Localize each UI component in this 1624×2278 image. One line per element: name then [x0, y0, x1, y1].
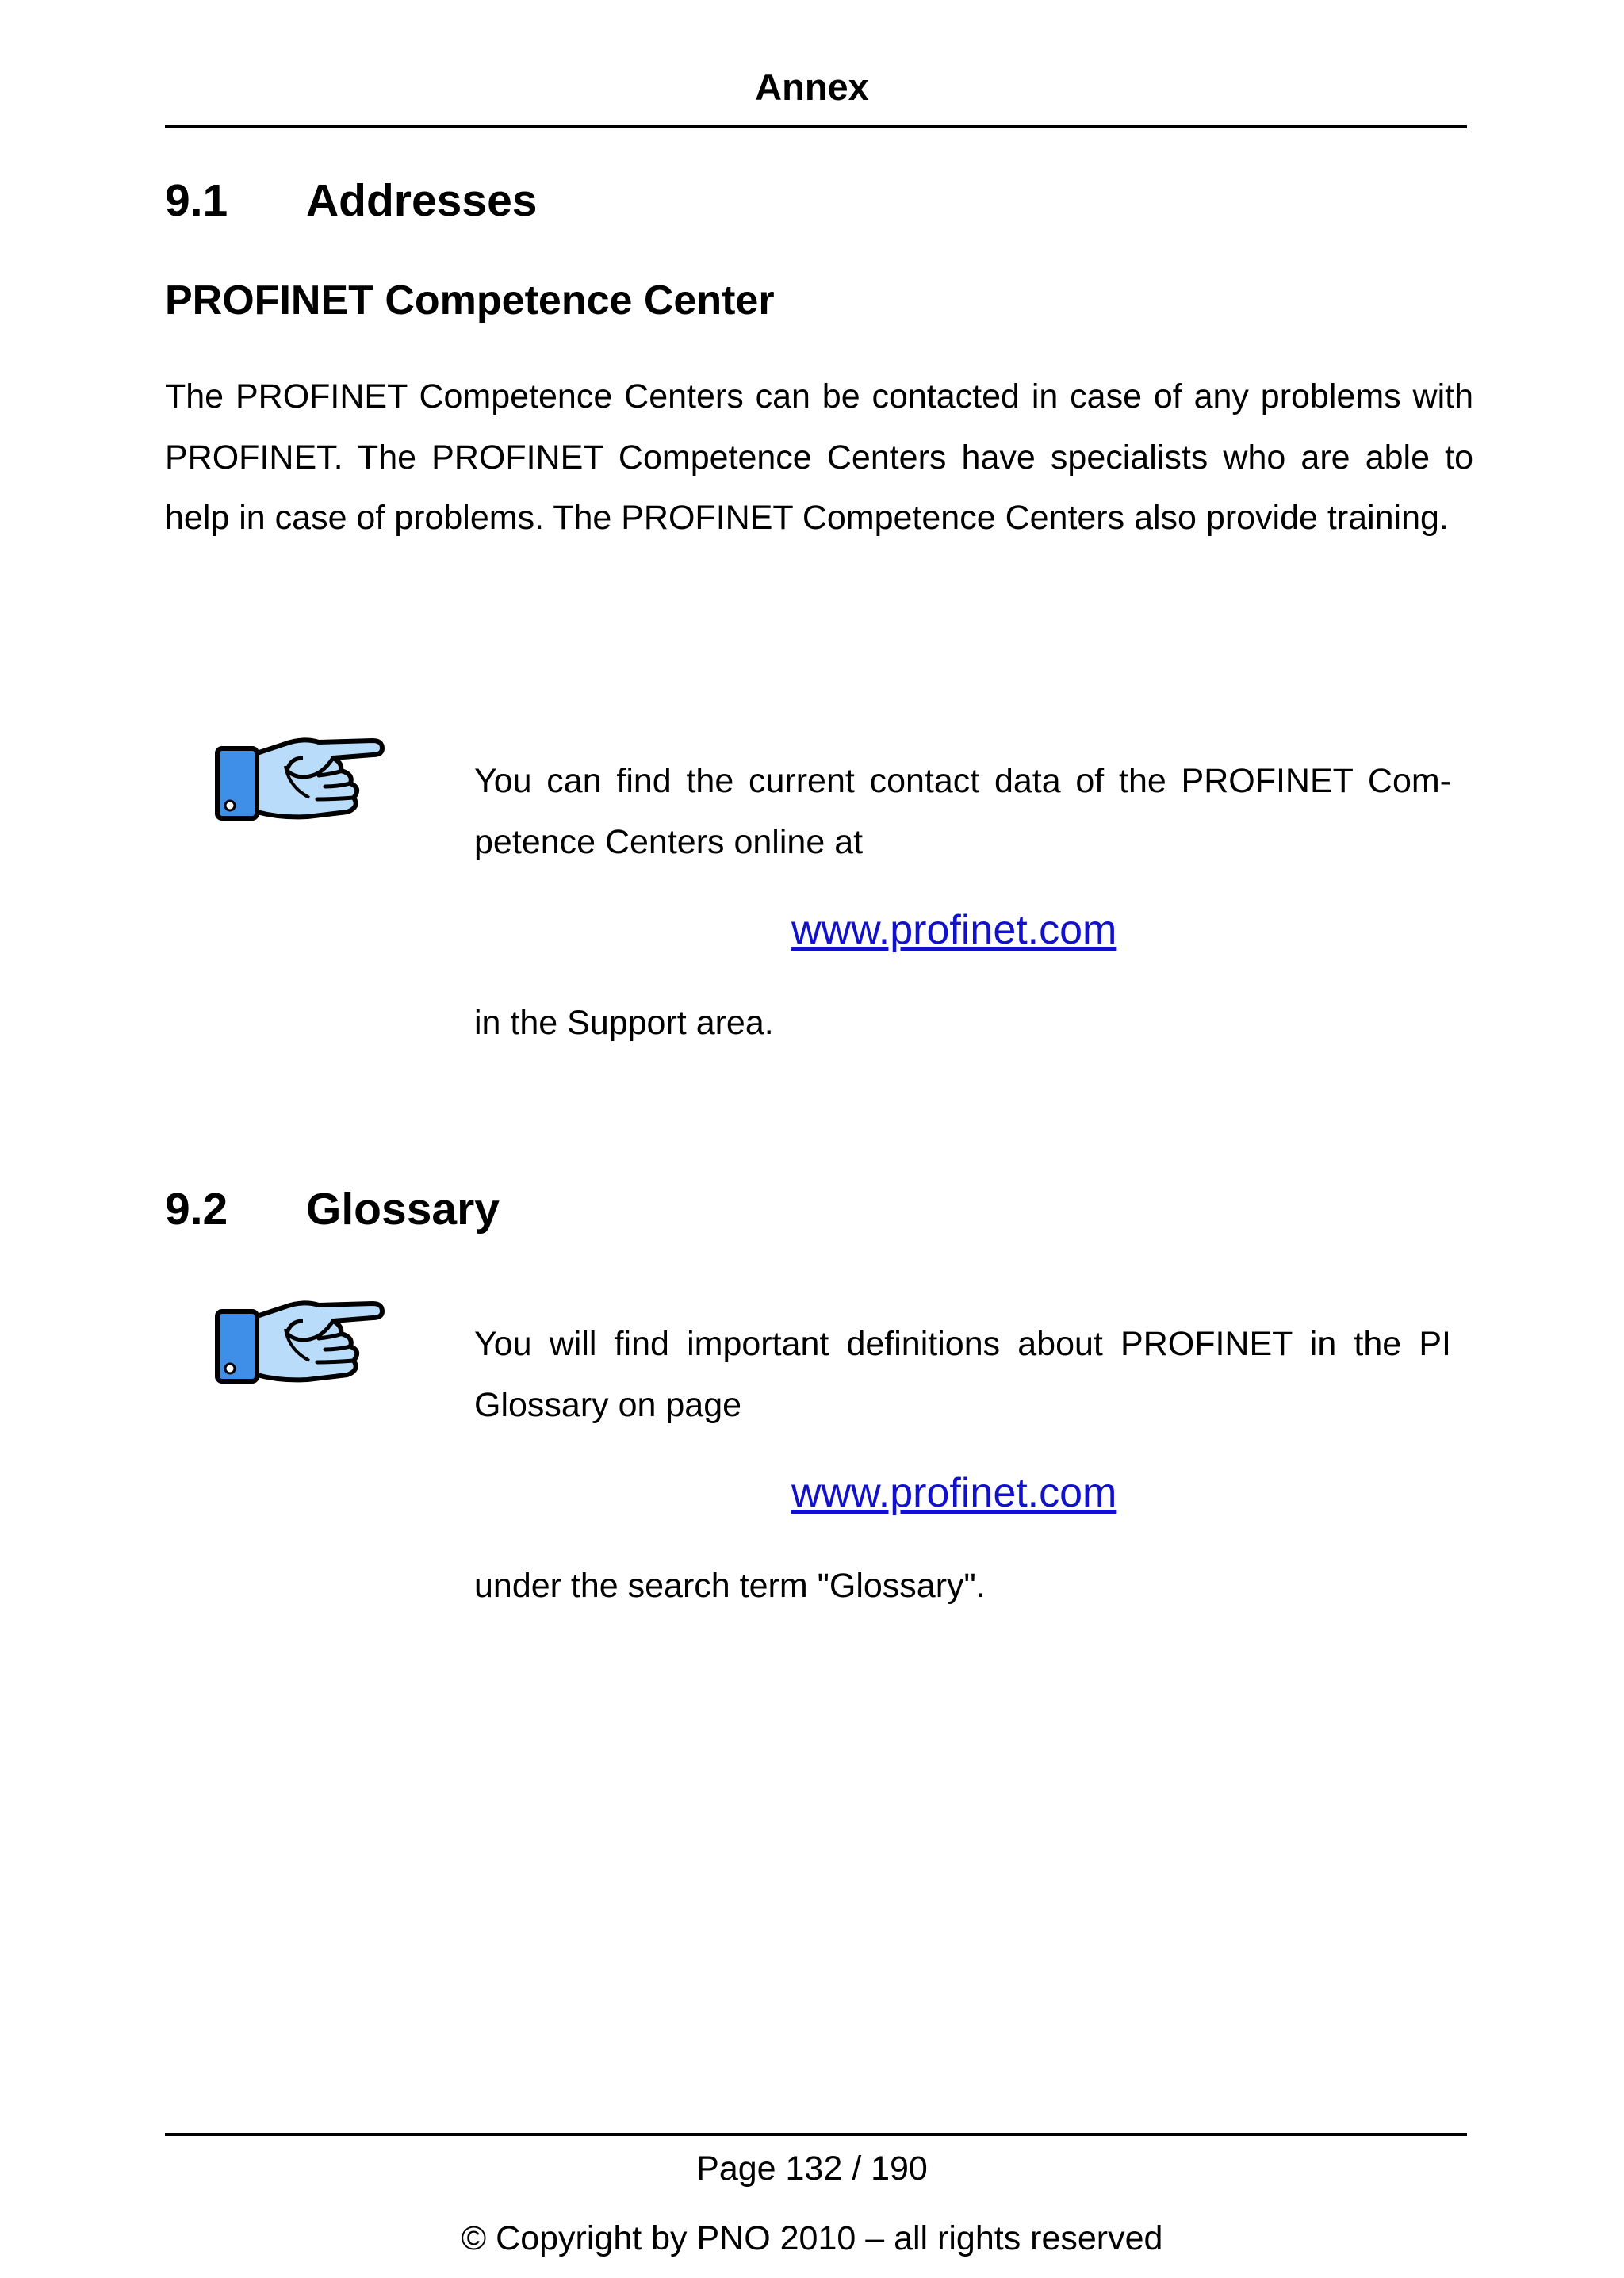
note-after-text-support: in the Support area.	[474, 1004, 774, 1042]
section-title: Addresses	[306, 175, 538, 226]
header-rule	[165, 125, 1467, 128]
section-heading-glossary	[165, 1181, 500, 1237]
subheading-competence-center: PROFINET Competence Center	[165, 278, 775, 324]
note-text-glossary: You will find important definitions about PROFINET in the PI Glossary on page	[474, 1325, 1451, 1424]
section-heading-addresses	[165, 173, 538, 228]
pointing-hand-icon	[214, 1297, 385, 1388]
running-header: Annex	[755, 66, 869, 108]
pointing-hand-icon	[214, 734, 385, 825]
intro-paragraph: The PROFINET Competence Centers can be contacted in case of any problems with PROFINET. The PROFINET Competence Centers have specialists who are able to help in case of problems. The PROFINET Competence Centers also provide training.	[165, 377, 1473, 537]
note-text-contact: You can find the current contact data of the PROFINET Com-petence Centers online at	[474, 762, 1451, 861]
section-number: 9.1	[165, 175, 228, 226]
profinet-link-glossary[interactable]: www.profinet.com	[791, 1470, 1117, 1516]
footer-rule	[165, 2133, 1467, 2136]
profinet-link-support[interactable]: www.profinet.com	[791, 907, 1117, 953]
page-number: Page 132 / 190	[696, 2150, 928, 2188]
section-title: Glossary	[306, 1184, 500, 1235]
copyright-notice: © Copyright by PNO 2010 – all rights reserved	[461, 2219, 1163, 2257]
note-after-text-glossary: under the search term "Glossary".	[474, 1567, 986, 1605]
section-number: 9.2	[165, 1184, 228, 1235]
